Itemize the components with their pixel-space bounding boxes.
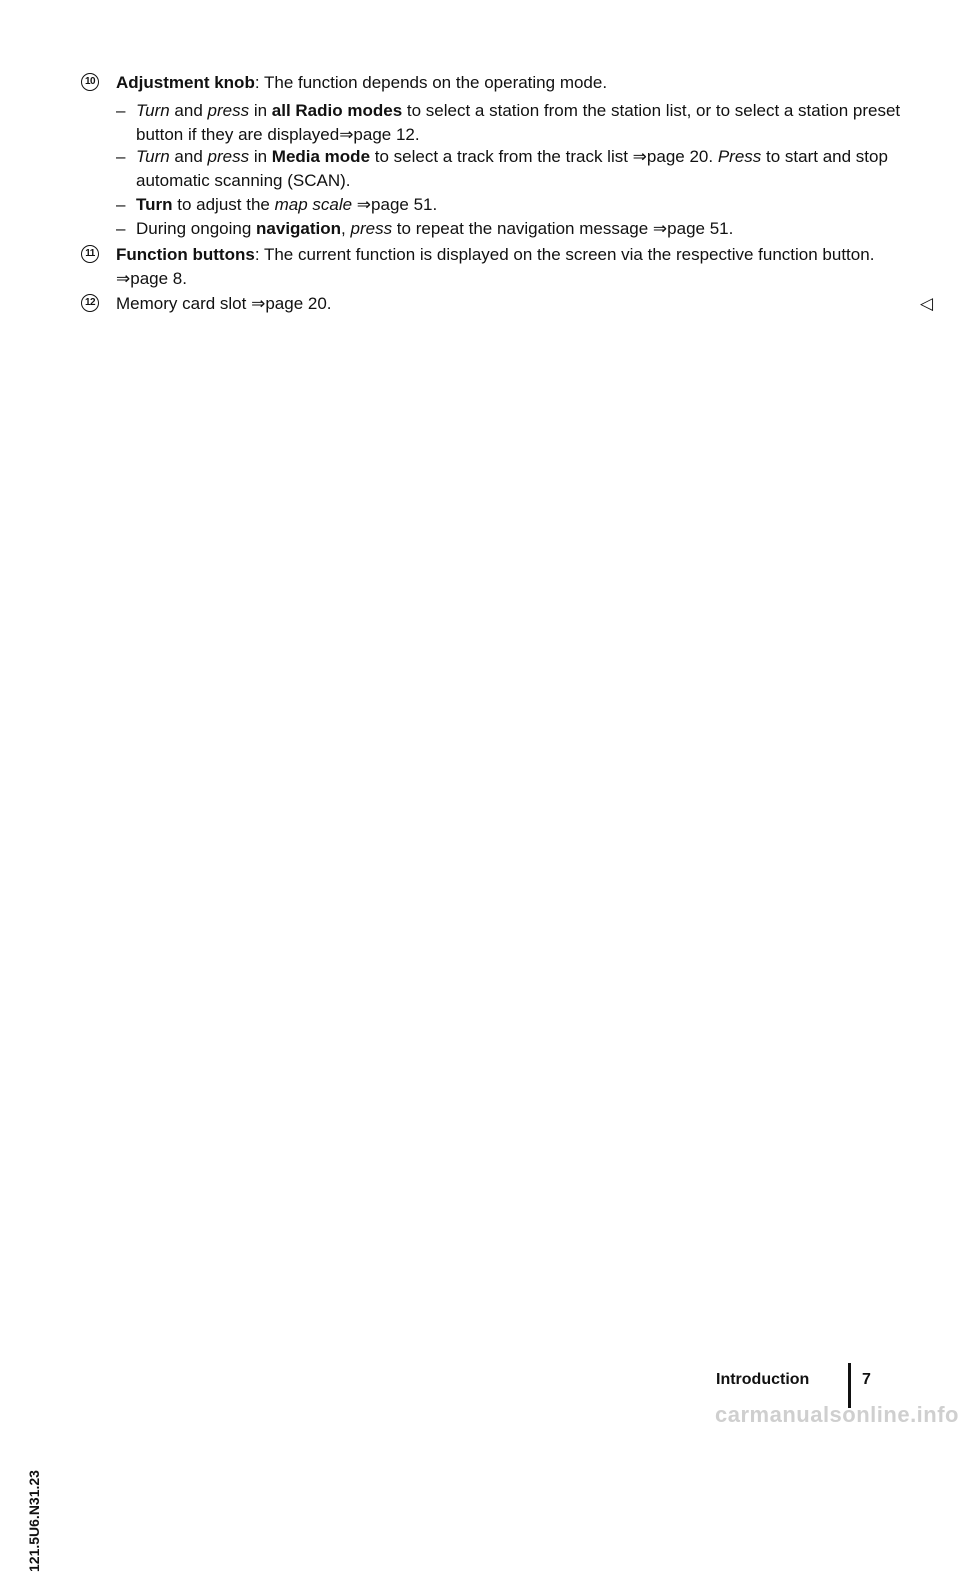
bullet-map-scale: – Turn to adjust the map scale ⇒page 51. bbox=[116, 193, 916, 217]
item-title: Adjustment knob bbox=[116, 73, 255, 92]
document-code: 121.5U6.N31.23 bbox=[26, 1470, 42, 1572]
dash-marker: – bbox=[116, 147, 126, 166]
section-end-mark: ◁ bbox=[920, 294, 934, 313]
item-adjustment-knob bbox=[81, 71, 926, 95]
callout-number-11: 11 bbox=[81, 245, 99, 263]
callout-number-12: 12 bbox=[81, 294, 99, 312]
item-title: Function buttons bbox=[116, 245, 255, 264]
page-number: 7 bbox=[862, 1371, 871, 1388]
item-memory-card-slot bbox=[81, 292, 926, 316]
dash-marker: – bbox=[116, 219, 126, 238]
bullet-media-mode: – Turn and press in Media mode to select a track from the track list ⇒page 20. Press to start and stop automatic scanning (SCAN). bbox=[116, 147, 888, 190]
page-reference[interactable]: ⇒page 20. bbox=[251, 294, 332, 313]
callout-number-10: 10 bbox=[81, 73, 99, 91]
page-reference[interactable]: ⇒page 12. bbox=[339, 125, 420, 144]
page-reference[interactable]: ⇒page 8. bbox=[116, 269, 187, 288]
item-function-buttons bbox=[81, 243, 926, 291]
watermark: carmanualsonline.info bbox=[715, 1402, 959, 1427]
page-reference[interactable]: ⇒page 20. bbox=[632, 147, 714, 166]
item-text: Function buttons: The current function is displayed on the screen via the respective function button. ⇒page 8. bbox=[116, 245, 875, 288]
page-reference[interactable]: ⇒page 51. bbox=[652, 219, 734, 238]
footer-section-title: Introduction bbox=[716, 1371, 810, 1388]
page-reference[interactable]: ⇒page 51. bbox=[352, 195, 438, 214]
bullet-radio-modes: – Turn and press in all Radio modes to select a station from the station list, or to select a station preset button if they are displayed⇒page 12. bbox=[116, 101, 901, 144]
item-text: Memory card slot ⇒page 20. bbox=[116, 294, 332, 313]
bullet-navigation: – During ongoing navigation, press to repeat the navigation message ⇒page 51. bbox=[116, 217, 916, 241]
item-text: Adjustment knob: The function depends on the operating mode. bbox=[116, 73, 608, 92]
dash-marker: – bbox=[116, 101, 126, 120]
dash-marker: – bbox=[116, 195, 126, 214]
